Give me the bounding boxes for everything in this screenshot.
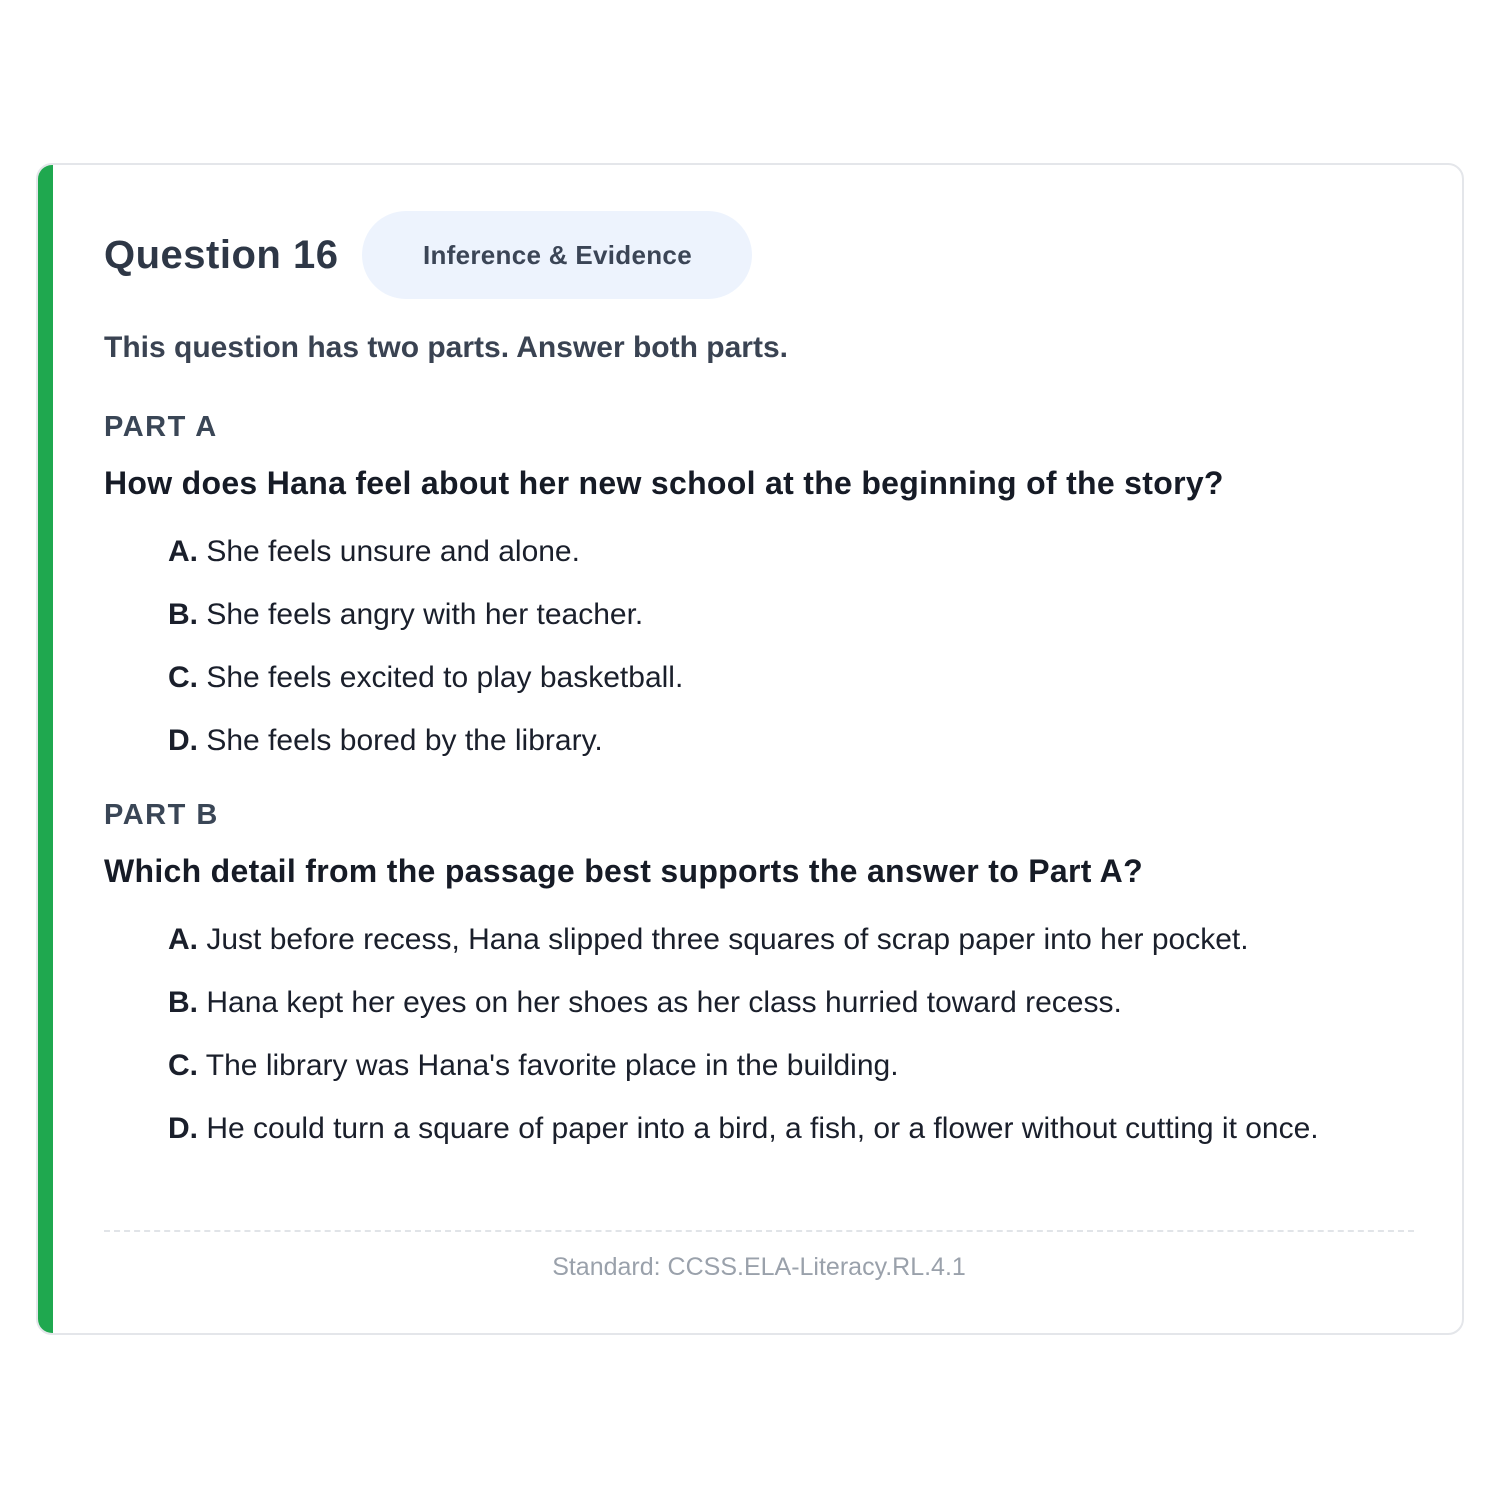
footer-divider [104,1230,1414,1232]
choice-letter: A. [168,923,198,956]
choice-text: She feels bored by the library. [206,724,603,757]
part-a-choice-a[interactable] [168,529,1418,574]
part-a-label: PART A [104,411,218,443]
part-b-prompt: Which detail from the passage best supports the answer to Part A? [104,853,1143,889]
choice-letter: A. [168,535,198,568]
choice-text: She feels unsure and alone. [206,535,580,568]
question-title: Question 16 [104,232,339,277]
part-a-choices [168,529,1418,781]
part-b-choice-b[interactable] [168,980,1418,1025]
question-card [36,163,1464,1335]
part-a-choice-b[interactable] [168,592,1418,637]
choice-text: She feels angry with her teacher. [206,598,644,631]
choice-letter: C. [168,661,198,694]
skill-tag: Inference & Evidence [362,211,752,299]
choice-letter: D. [168,724,198,757]
choice-text: She feels excited to play basketball. [206,661,684,694]
choice-text: He could turn a square of paper into a bird, a fish, or a flower without cutting it once. [206,1112,1319,1145]
part-b-label: PART B [104,799,219,831]
accent-bar [38,165,53,1333]
part-b-choices [168,917,1418,1169]
choice-letter: C. [168,1049,198,1082]
question-instructions: This question has two parts. Answer both parts. [104,331,788,364]
part-a-choice-c[interactable] [168,655,1418,700]
choice-letter: B. [168,986,198,1019]
question-header [104,211,752,299]
standard-label: Standard: CCSS.ELA-Literacy.RL.4.1 [552,1253,966,1281]
part-b-choice-c[interactable] [168,1043,1418,1088]
part-a-choice-d[interactable] [168,718,1418,763]
choice-letter: B. [168,598,198,631]
part-b-choice-d[interactable] [168,1106,1418,1151]
choice-letter: D. [168,1112,198,1145]
choice-text: Hana kept her eyes on her shoes as her class hurried toward recess. [206,986,1122,1019]
part-b-choice-a[interactable] [168,917,1418,962]
part-a-prompt: How does Hana feel about her new school at the beginning of the story? [104,465,1224,501]
choice-text: The library was Hana's favorite place in the building. [205,1049,899,1082]
choice-text: Just before recess, Hana slipped three squares of scrap paper into her pocket. [206,923,1249,956]
